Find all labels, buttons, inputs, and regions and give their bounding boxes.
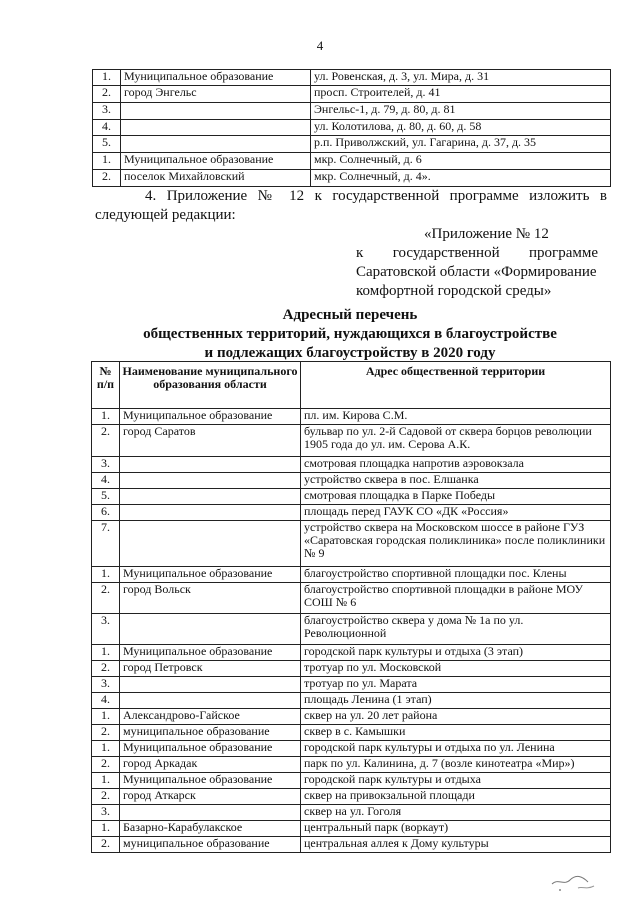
row-address: устройство сквера в пос. Елшанка — [301, 473, 611, 489]
row-municipality: город Аркадак — [120, 757, 301, 773]
table-row — [92, 725, 611, 741]
row-address: сквер на привокзальной площади — [301, 789, 611, 805]
amendment-paragraph: 4. Приложение № 12 к государственной программе изложить в следующей редакции: — [95, 188, 607, 223]
row-address: просп. Строителей, д. 41 — [311, 86, 611, 103]
row-address: смотровая площадка напротив аэровокзала — [301, 457, 611, 473]
row-number: 7. — [92, 521, 120, 567]
row-address: Энгельс-1, д. 79, д. 80, д. 81 — [311, 103, 611, 120]
page-number: 4 — [316, 38, 324, 53]
table-row — [92, 473, 611, 489]
row-number: 2. — [92, 661, 120, 677]
row-address: сквер в с. Камышки — [301, 725, 611, 741]
row-municipality — [120, 521, 301, 567]
row-address: благоустройство спортивной площадки в районе МОУ СОШ № 6 — [301, 583, 611, 614]
row-address: мкр. Солнечный, д. 4». — [311, 170, 611, 187]
row-address: парк по ул. Калинина, д. 7 (возле кинотеатра «Мир») — [301, 757, 611, 773]
title-line-3: и подлежащих благоустройству в 2020 году — [204, 345, 496, 361]
row-municipality: Муниципальное образование — [120, 773, 301, 789]
address-list-table — [91, 361, 611, 853]
row-number: 6. — [92, 505, 120, 521]
row-address: тротуар по ул. Марата — [301, 677, 611, 693]
table-row — [92, 677, 611, 693]
table-row — [93, 120, 611, 136]
row-municipality — [121, 136, 311, 153]
row-number: 1. — [92, 567, 120, 583]
row-number: 2. — [92, 583, 120, 614]
table-row — [92, 773, 611, 789]
row-number: 2. — [93, 170, 121, 187]
table-row — [92, 425, 611, 457]
header-number: № п/п — [92, 362, 120, 409]
row-address: смотровая площадка в Парке Победы — [301, 489, 611, 505]
row-address: сквер на ул. Гоголя — [301, 805, 611, 821]
row-municipality — [120, 614, 301, 645]
row-municipality: поселок Михайловский — [121, 170, 311, 187]
row-address: благоустройство спортивной площадки пос. Клены — [301, 567, 611, 583]
table-row — [92, 614, 611, 645]
row-municipality: город Аткарск — [120, 789, 301, 805]
table-row — [92, 709, 611, 725]
row-address: пл. им. Кирова С.М. — [301, 409, 611, 425]
header-municipality: Наименование муниципального образования области — [120, 362, 301, 409]
row-number: 4. — [93, 120, 121, 136]
table-row — [92, 693, 611, 709]
row-municipality — [120, 489, 301, 505]
table-row — [92, 489, 611, 505]
appendix-line-3: Саратовской области «Формирование — [356, 264, 597, 280]
row-municipality: Муниципальное образование — [120, 567, 301, 583]
table1-body — [93, 70, 611, 187]
table-row — [92, 789, 611, 805]
table-row — [93, 70, 611, 86]
row-municipality: Базарно-Карабулакское — [120, 821, 301, 837]
row-number: 2. — [92, 789, 120, 805]
title-line-1: Адресный перечень — [282, 307, 418, 323]
row-address: городской парк культуры и отдыха (3 этап) — [301, 645, 611, 661]
table-row — [92, 567, 611, 583]
row-number: 4. — [92, 693, 120, 709]
row-number: 1. — [93, 153, 121, 170]
row-address: городской парк культуры и отдыха — [301, 773, 611, 789]
table-row — [92, 645, 611, 661]
row-address: благоустройство сквера у дома № 1а по ул. Революционной — [301, 614, 611, 645]
row-number: 5. — [93, 136, 121, 153]
row-municipality: город Саратов — [120, 425, 301, 457]
row-municipality: Муниципальное образование — [120, 409, 301, 425]
row-municipality — [120, 473, 301, 489]
row-address: городской парк культуры и отдыха по ул. Ленина — [301, 741, 611, 757]
table2-body — [92, 409, 611, 853]
row-municipality: Муниципальное образование — [120, 645, 301, 661]
row-number: 1. — [92, 409, 120, 425]
table-row — [93, 170, 611, 187]
appendix-line-1: «Приложение № 12 — [424, 226, 549, 242]
row-number: 1. — [92, 645, 120, 661]
appendix-line-2: к государственной программе — [356, 245, 598, 261]
row-number: 3. — [92, 457, 120, 473]
row-number: 2. — [92, 837, 120, 853]
title-line-2: общественных территорий, нуждающихся в благоустройстве — [143, 326, 557, 342]
appendix-line-4: комфортной городской среды» — [356, 283, 552, 299]
row-municipality — [120, 677, 301, 693]
row-address: бульвар по ул. 2-й Садовой от сквера борцов революции 1905 года до ул. им. Серова А.К. — [301, 425, 611, 457]
table-row — [92, 757, 611, 773]
row-municipality — [120, 693, 301, 709]
document-title — [90, 306, 610, 363]
table-row — [92, 583, 611, 614]
row-municipality — [120, 805, 301, 821]
row-address: устройство сквера на Московском шоссе в районе ГУЗ «Саратовская городская поликлиника» после поликлиники № 9 — [301, 521, 611, 567]
row-municipality — [120, 457, 301, 473]
row-number: 1. — [93, 70, 121, 86]
table-row — [92, 661, 611, 677]
row-number: 1. — [92, 821, 120, 837]
row-address: ул. Ровенская, д. 3, ул. Мира, д. 31 — [311, 70, 611, 86]
row-number: 2. — [92, 725, 120, 741]
table-row — [92, 837, 611, 853]
table-row — [92, 521, 611, 567]
table-header-row — [92, 362, 611, 409]
row-municipality: Муниципальное образование — [120, 741, 301, 757]
row-address: ул. Колотилова, д. 80, д. 60, д. 58 — [311, 120, 611, 136]
header-address: Адрес общественной территории — [301, 362, 611, 409]
handwritten-mark — [548, 866, 600, 894]
table-row — [93, 136, 611, 153]
row-number: 3. — [93, 103, 121, 120]
row-number: 3. — [92, 614, 120, 645]
row-address: площадь Ленина (1 этап) — [301, 693, 611, 709]
row-number: 1. — [92, 773, 120, 789]
table-row — [92, 505, 611, 521]
table-row — [92, 821, 611, 837]
row-number: 2. — [93, 86, 121, 103]
appendix-heading — [356, 225, 598, 301]
row-number: 5. — [92, 489, 120, 505]
row-address: мкр. Солнечный, д. 6 — [311, 153, 611, 170]
row-address: центральный парк (воркаут) — [301, 821, 611, 837]
table-row — [92, 805, 611, 821]
row-number: 2. — [92, 425, 120, 457]
table-row — [93, 103, 611, 120]
table-row — [93, 153, 611, 170]
row-municipality: город Энгельс — [121, 86, 311, 103]
row-municipality — [121, 120, 311, 136]
row-municipality: Александрово-Гайское — [120, 709, 301, 725]
row-address: центральная аллея к Дому культуры — [301, 837, 611, 853]
row-number: 2. — [92, 757, 120, 773]
row-number: 1. — [92, 741, 120, 757]
row-address: р.п. Приволжский, ул. Гагарина, д. 37, д. 35 — [311, 136, 611, 153]
row-municipality: город Вольск — [120, 583, 301, 614]
table-row — [92, 457, 611, 473]
row-municipality: город Петровск — [120, 661, 301, 677]
row-municipality: Муниципальное образование — [121, 153, 311, 170]
row-municipality: муниципальное образование — [120, 837, 301, 853]
table-row — [93, 86, 611, 103]
row-number: 3. — [92, 677, 120, 693]
row-municipality — [120, 505, 301, 521]
engels-mikhaylovsky-table — [92, 69, 611, 187]
row-address: тротуар по ул. Московской — [301, 661, 611, 677]
table-row — [92, 409, 611, 425]
row-municipality — [121, 103, 311, 120]
row-municipality: Муниципальное образование — [121, 70, 311, 86]
table-row — [92, 741, 611, 757]
row-address: площадь перед ГАУК СО «ДК «Россия» — [301, 505, 611, 521]
row-address: сквер на ул. 20 лет района — [301, 709, 611, 725]
row-municipality: муниципальное образование — [120, 725, 301, 741]
row-number: 4. — [92, 473, 120, 489]
row-number: 3. — [92, 805, 120, 821]
row-number: 1. — [92, 709, 120, 725]
